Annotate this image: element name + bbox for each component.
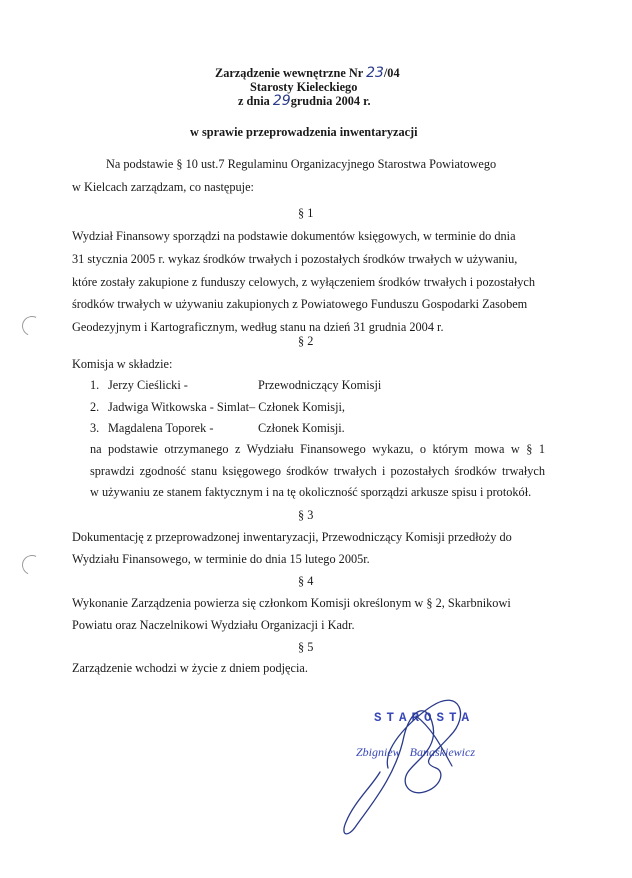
title-line-2: Starosty Kieleckiego [250,80,358,94]
member-1-name: Jerzy Cieślicki - [108,378,188,392]
handwritten-day: 29 [272,93,291,109]
member-2-number: 2. [90,400,100,414]
section-2-line-1: na podstawie otrzymanego z Wydziału Finansowego wykazu, o którym mowa w § 1 [90,442,545,456]
section-2-line-3: w używaniu ze stanem faktycznym i na tę okoliczność sporządzi arkusze spisu i protokół. [90,485,532,499]
title-prefix: Zarządzenie wewnętrzne Nr [215,66,363,80]
punch-hole-bottom [19,552,45,578]
title-line-1 [215,66,400,80]
section-1-line-2: 31 stycznia 2005 r. wykaz środków trwałych i pozostałych środków trwałych w używaniu, [72,252,518,266]
handwritten-signature [320,676,470,841]
handwritten-number: 23 [366,65,384,81]
subject-line: w sprawie przeprowadzenia inwentaryzacji [190,125,418,139]
section-5-line-1: Zarządzenie wchodzi w życie z dniem podjęcia. [72,661,308,675]
section-4-line-2: Powiatu oraz Naczelnikowi Wydziału Organizacji i Kadr. [72,618,355,632]
section-1-line-5: Geodezyjnym i Kartograficznym, według stanu na dzień 31 grudnia 2004 r. [72,320,444,334]
section-3-heading: § 3 [298,508,314,522]
section-1-line-1: Wydział Finansowy sporządzi na podstawie dokumentów księgowych, w terminie do dnia [72,229,516,243]
member-1-number: 1. [90,378,100,392]
section-1-line-4: środków trwałych w używaniu zakupionych z Powiatowego Funduszu Gospodarki Zasobem [72,297,528,311]
section-2-heading: § 2 [298,334,314,348]
stamp-name: Zbigniew Banaśkiewicz [356,745,475,759]
section-3-line-2: Wydziału Finansowego, w terminie do dnia 15 lutego 2005r. [72,552,370,566]
section-4-heading: § 4 [298,574,314,588]
preamble-line-1: Na podstawie § 10 ust.7 Regulaminu Organizacyjnego Starostwa Powiatowego [106,157,497,171]
date-suffix: grudnia 2004 r. [290,94,371,108]
member-3-number: 3. [90,421,100,435]
section-5-heading: § 5 [298,640,314,654]
title-suffix: /04 [383,66,400,80]
date-prefix: z dnia [238,94,270,108]
section-4-line-1: Wykonanie Zarządzenia powierza się członkom Komisji określonym w § 2, Skarbnikowi [72,596,511,610]
member-1-role: Przewodniczący Komisji [258,378,382,392]
member-2-name: Jadwiga Witkowska - Simlat– Członek Komisji, [108,400,345,414]
preamble-line-2: w Kielcach zarządzam, co następuje: [72,180,254,194]
section-1-heading: § 1 [298,206,314,220]
punch-hole-top [19,313,45,339]
member-3-name: Magdalena Toporek - [108,421,214,435]
section-1-line-3: które zostały zakupione z funduszy celowych, z wyłączeniem środków trwałych i pozostałych [72,275,536,289]
section-2-line-2: sprawdzi zgodność stanu księgowego środków trwałych i pozostałych środków trwałych [90,464,545,478]
section-3-line-1: Dokumentację z przeprowadzonej inwentaryzacji, Przewodniczący Komisji przedłoży do [72,530,512,544]
section-2-intro: Komisja w składzie: [72,357,173,371]
title-line-3 [238,94,371,108]
member-3-role: Członek Komisji. [258,421,345,435]
stamp-title: STAROSTA [374,711,475,725]
